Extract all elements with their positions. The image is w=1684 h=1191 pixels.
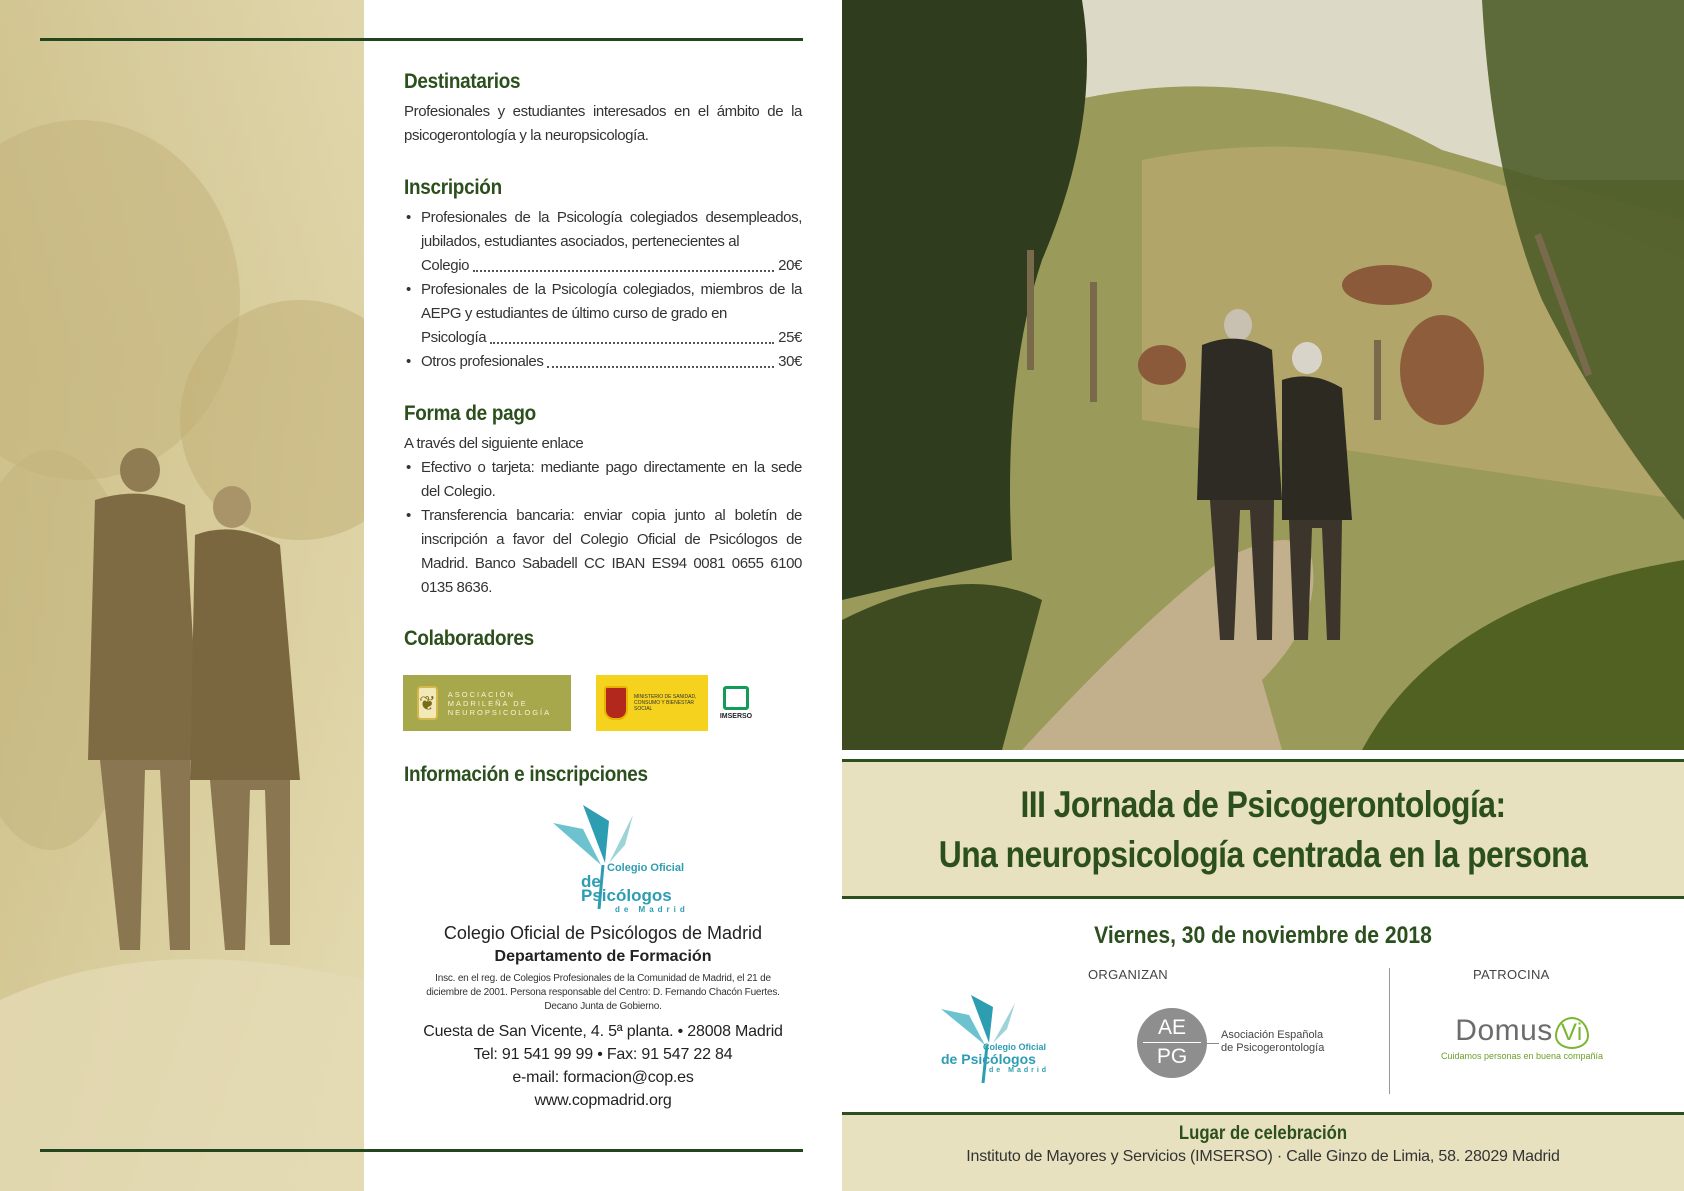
- venue-address: Instituto de Mayores y Servicios (IMSERSO) · Calle Ginzo de Limia, 58. 28029 Madrid: [966, 1148, 1560, 1165]
- ministerio-text: MINISTERIO DE SANIDAD, CONSUMO Y BIENESTAR SOCIAL: [634, 694, 697, 712]
- event-date: Viernes, 30 de noviembre de 2018: [1094, 922, 1432, 949]
- tree-icon: ❦: [417, 686, 438, 720]
- fee-description: Profesionales de la Psicología colegiados, miembros de la AEPG y estudiantes de último curso de grado en: [421, 281, 802, 322]
- section-forma-de-pago: [404, 402, 802, 600]
- venue-band: [842, 1112, 1684, 1191]
- title-band: [842, 759, 1684, 899]
- cop-contact-block: [404, 805, 802, 1112]
- section-informacion: [404, 763, 802, 787]
- bottom-rule: [40, 1149, 803, 1152]
- sepia-photo-elderly-couple: [0, 0, 364, 1191]
- website-link[interactable]: www.copmadrid.org: [534, 1092, 672, 1109]
- ministerio-imserso-logo: [596, 675, 764, 731]
- domusvi-logo: [1432, 1014, 1612, 1061]
- fee-price: 25€: [778, 329, 802, 346]
- list-item: • Transferencia bancaria: enviar copia junto al boletín de inscripción a favor del Colegio Oficial de Psicólogos de Madrid. Banco Sabadell CC IBAN ES94 0081 0655 6100 0135 8636.: [404, 504, 802, 600]
- domus-name: Domus: [1455, 1014, 1553, 1047]
- list-item: • Efectivo o tarjeta: mediante pago directamente en la sede del Colegio.: [404, 456, 802, 504]
- list-item: [404, 350, 802, 374]
- heading-forma-de-pago: Forma de pago: [404, 402, 536, 425]
- imserso-icon: [723, 686, 749, 710]
- aepg-bottom: PG: [1143, 1042, 1201, 1071]
- cover-photo-elderly-couple-path: [842, 0, 1684, 750]
- pago-intro: A través del siguiente enlace: [404, 435, 584, 452]
- patrocina-label: PATROCINA: [1473, 967, 1550, 982]
- imserso-logo: [708, 675, 764, 731]
- venue-label: Lugar de celebración: [1178, 1123, 1348, 1144]
- organizan-label: ORGANIZAN: [1088, 967, 1168, 982]
- phone: Tel: 91 541 99 99 • Fax: 91 547 22 84: [473, 1046, 733, 1063]
- amn-logo: [403, 675, 571, 731]
- heading-colaboradores: Colaboradores: [404, 627, 534, 650]
- cop-logo-line2: de Psicólogos: [581, 872, 672, 905]
- cop-small-line3: de Madrid: [989, 1067, 1050, 1074]
- heading-destinatarios: Destinatarios: [404, 70, 521, 93]
- cop-logo: [513, 805, 693, 913]
- coat-of-arms-icon: [604, 686, 628, 720]
- section-destinatarios: [404, 70, 802, 148]
- fee-description: Profesionales de la Psicología colegiados desempleados, jubilados, estudiantes asociados, pertenecientes al: [421, 209, 802, 250]
- divider: [1389, 968, 1390, 1094]
- heading-informacion: Información e inscripciones: [404, 763, 648, 786]
- aepg-logo: [1137, 1008, 1337, 1078]
- imserso-label: IMSERSO: [719, 713, 753, 720]
- amn-logo-text: ASOCIACIÓN MADRILEÑA DE NEUROPSICOLOGÍA: [447, 689, 552, 717]
- aepg-text1: Asociación Española: [1221, 1029, 1324, 1041]
- domus-slogan: Cuidamos personas en buena compañía: [1440, 1051, 1604, 1061]
- heading-inscripcion: Inscripción: [404, 176, 502, 199]
- legal-text: Insc. en el reg. de Colegios Profesionales de la Comunidad de Madrid, el 21 de diciembre de 2001. Persona responsable del Centro: D. Fernando Chacón Fuertes. Decano Junta de Gobierno.: [426, 973, 780, 1012]
- fee-label: Colegio: [421, 257, 470, 274]
- top-rule: [40, 38, 803, 41]
- aepg-top: AE: [1157, 1016, 1186, 1039]
- aepg-text2: de Psicogerontología: [1221, 1042, 1325, 1054]
- cop-logo-line3: de Madrid: [615, 905, 689, 914]
- cop-logo-line1: Colegio Oficial: [607, 862, 685, 874]
- section-colaboradores: [404, 627, 802, 651]
- cop-small-line2: de Psicólogos: [941, 1051, 1036, 1067]
- domus-vi-heart-icon: Vi: [1555, 1017, 1589, 1049]
- fee-price: 20€: [778, 257, 802, 274]
- colegio-name: Colegio Oficial de Psicólogos de Madrid: [443, 923, 763, 943]
- destinatarios-text: Profesionales y estudiantes interesados en el ámbito de la psicogerontología y la neuropsicología.: [404, 103, 802, 144]
- departamento: Departamento de Formación: [494, 948, 712, 965]
- section-inscripcion: [404, 176, 802, 374]
- fee-price: 30€: [778, 353, 802, 370]
- event-title-line2: Una neuropsicología centrada en la persona: [938, 834, 1588, 875]
- fee-label: • Otros profesionales: [421, 353, 544, 370]
- event-title-line1: III Jornada de Psicogerontología:: [1020, 784, 1506, 825]
- fee-label: Psicología: [421, 329, 487, 346]
- aepg-circle-icon: [1137, 1008, 1207, 1078]
- address: Cuesta de San Vicente, 4. 5ª planta. • 28008 Madrid: [423, 1023, 783, 1040]
- email[interactable]: e-mail: formacion@cop.es: [512, 1069, 694, 1086]
- list-item: [404, 278, 802, 350]
- cop-logo-small: [915, 995, 1075, 1085]
- cop-small-line1: Colegio Oficial: [983, 1042, 1047, 1052]
- list-item: [404, 206, 802, 278]
